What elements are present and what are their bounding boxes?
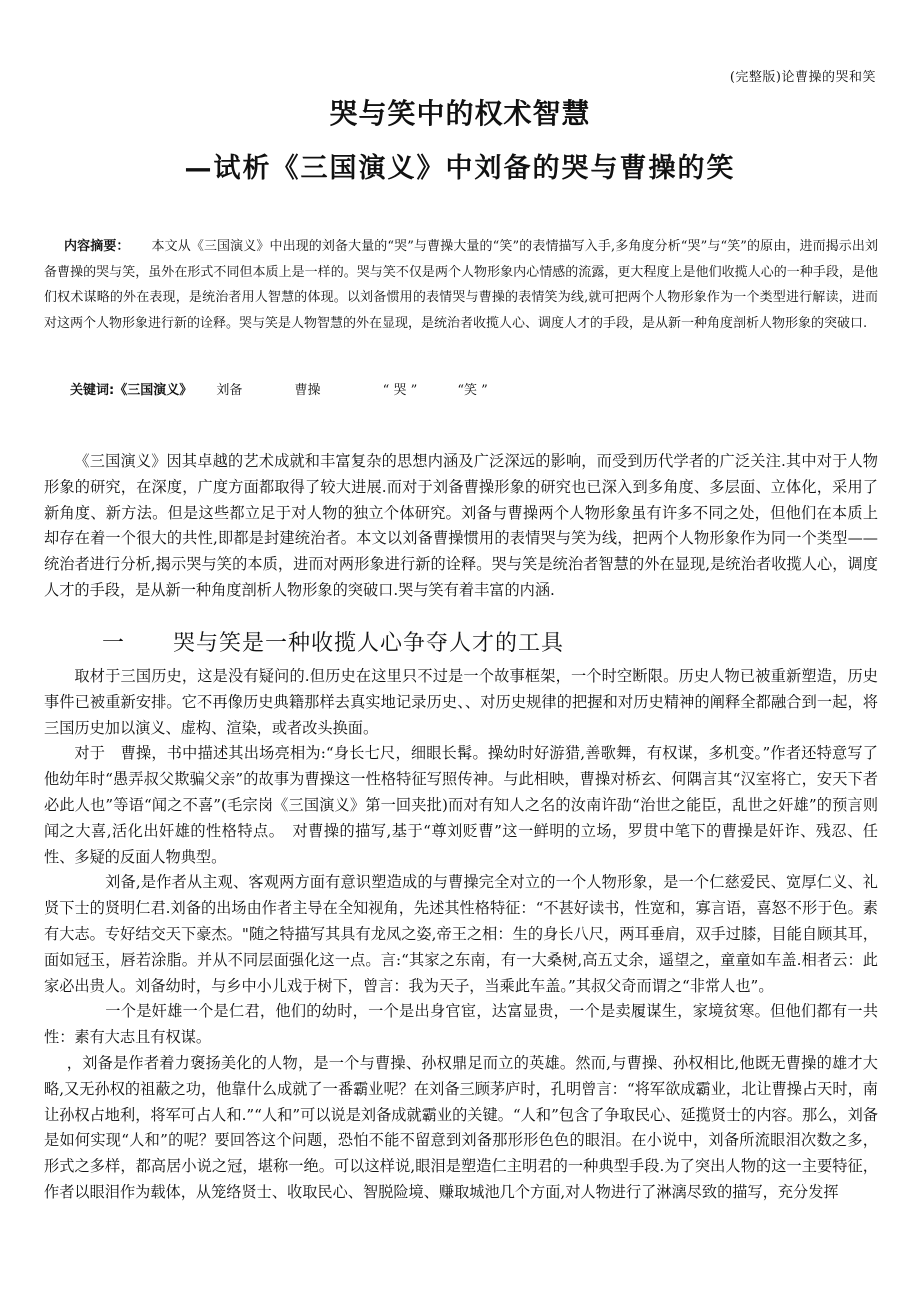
abstract-label: 内容摘要： <box>64 239 130 254</box>
abstract <box>44 234 878 336</box>
keyword-item: “ 哭 ” <box>382 383 418 398</box>
keyword-item: 曹操 <box>294 383 321 398</box>
section-title: 哭与笑是一种收揽人心争夺人才的工具 <box>173 631 565 656</box>
paragraph: 一个是奸雄一个是仁君，他们的幼时，一个是出身官宦，达富显贵，一个是卖履谋生，家境贫寒。但他们都有一共性：素有大志且有权谋。 <box>44 1002 878 1047</box>
paragraph: 《三国演义》因其卓越的艺术成就和丰富复杂的思想内涵及广泛深远的影响，而受到历代学者的广泛关注.其中对于人物形象的研究，在深度，广度方面都取得了较大进展.而对于刘备曹操形象的研究也已深入到多角度、多层面、立体化，采用了新角度、新方法。但是这些都立足于对人物的独立个体研究。刘备与曹操两个人物形象虽有许多不同之处，但他们在本质上却存在着一个很大的共性,即都是封建统治者。本文以刘备曹操惯用的表情哭与笑为线，把两个人物形象作为同一个类型——统治者进行分析,揭示哭与笑的本质，进而对两形象进行新的诠释。哭与笑是统治者智慧的外在显现,是统治者收揽人心，调度人才的手段，是从新一种角度剖析人物形象的突破口.哭与笑有着丰富的内涵. <box>44 452 878 599</box>
keyword-book: 《三国演义》 <box>114 383 193 398</box>
keywords <box>70 379 518 398</box>
header-note: (完整版)论曹操的哭和笑 <box>729 70 876 85</box>
keyword-item: 刘备 <box>216 383 243 398</box>
page-subtitle: —试析《三国演义》中刘备的哭与曹操的笑 <box>184 153 736 184</box>
paragraph: 刘备,是作者从主观、客观两方面有意识塑造成的与曹操完全对立的一个人物形象，是一个仁慈爱民、宽厚仁义、礼贤下士的贤明仁君.刘备的出场由作者主导在全知视角，先述其性格特征：“不甚好读书，性宽和，寡言语，喜怒不形于色。素有大志。专好结交天下豪杰。"随之特描写其具有龙凤之姿,帝王之相：生的身长八尺，两耳垂肩，双手过膝，目能自顾其耳，面如冠玉，唇若涂脂。并从不同层面强化这一点。言:“其家之东南，有一大桑树,高五丈余，遥望之，童童如车盖.相者云：此家必出贵人。刘备幼时，与乡中小儿戏于树下，曾言：我为天子，当乘此车盖。”其叔父奇而谓之“非常人也”。 <box>44 873 878 995</box>
intro-paragraph <box>44 449 878 604</box>
page-title: 哭与笑中的权术智慧 <box>329 97 591 130</box>
abstract-text: 本文从《三国演义》中出现的刘备大量的“哭”与曹操大量的“笑”的表情描写入手,多角度分析“哭”与“笑”的原由，进而揭示出刘备曹操的哭与笑，虽外在形式不同但本质上是一样的。哭与笑不仅是两个人物形象内心情感的流露，更大程度上是他们收揽人心的一种手段，是他们权术谋略的外在表现，是统治者用人智慧的体现。以刘备惯用的表情哭与曹操的表情笑为线,就可把两个人物形象作为一个类型进行解读，进而对这两个人物形象进行新的诠释。哭与笑是人物智慧的外在显现，是统治者收揽人心、调度人才的手段，是从新一种角度剖析人物形象的突破口. <box>44 239 878 331</box>
section-heading <box>102 626 564 657</box>
paragraph: 对于 曹操，书中描述其出场亮相为:“身长七尺，细眼长髯。操幼时好游猎,善歌舞，有权谋，多机变。”作者还特意写了他幼年时“愚弄叔父欺骗父亲”的故事为曹操这一性格特征写照传神。与此相映，曹操对桥玄、何隅言其“汉室将亡，安天下者必此人也”等语“闻之不喜”(毛宗岗《三国演义》第一回夹批)而对有知人之名的汝南许劭“治世之能臣，乱世之奸雄”的预言则闻之大喜,活化出奸雄的性格特点。 对曹操的描写,基于“尊刘贬曹”这一鲜明的立场，罗贯中笔下的曹操是奸诈、残忍、任性、多疑的反面人物典型。 <box>44 744 878 866</box>
paragraph: ，刘备是作者着力褒扬美化的人物，是一个与曹操、孙权鼎足而立的英雄。然而,与曹操、孙权相比,他既无曹操的雄才大略,又无孙权的祖蔽之功，他靠什么成就了一番霸业呢？在刘备三顾茅庐时，孔明曾言：“将军欲成霸业，北让曹操占天时，南让孙权占地利，将军可占人和.”“人和”可以说是刘备成就霸业的关键。“人和”包含了争取民心、延揽贤士的内容。那么，刘备是如何实现“人和”的呢？要回答这个问题，恐怕不能不留意到刘备那形形色色的眼泪。在小说中，刘备所流眼泪次数之多，形式之多样，都高居小说之冠，堪称一绝。可以这样说,眼泪是塑造仁主明君的一种典型手段.为了突出人物的这一主要特征，作者以眼泪作为载体，从笼络贤士、收取民心、智脱险境、赚取城池几个方面,对人物进行了淋漓尽致的描写，充分发挥 <box>44 1053 878 1201</box>
section-body <box>44 664 878 1206</box>
keyword-item: “笑 ” <box>457 383 488 398</box>
keywords-label: 关键词: <box>70 383 115 398</box>
paragraph: 取材于三国历史，这是没有疑问的.但历史在这里只不过是一个故事框架，一个时空断限。历史人物已被重新塑造，历史事件已被重新安排。它不再像历史典籍那样去真实地记录历史、、对历史规律的把握和对历史精神的阐释全都融合到一起，将三国历史加以演义、虚构、渲染，或者改头换面。 <box>44 667 878 737</box>
section-number: 一 <box>102 631 126 656</box>
